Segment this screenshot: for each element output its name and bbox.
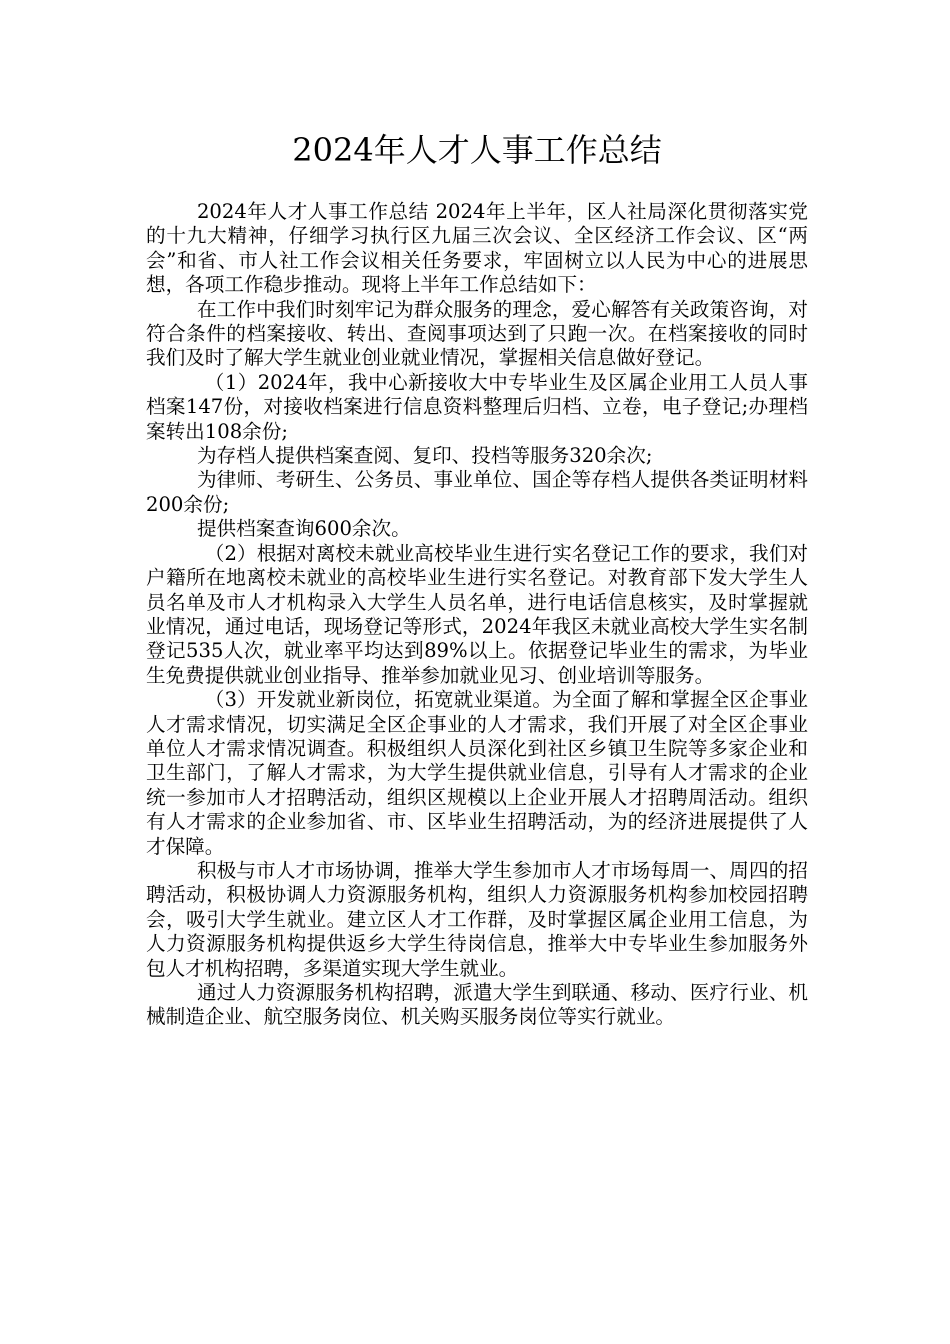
paragraph-dispatch: 通过人力资源服务机构招聘，派遣大学生到联通、移动、医疗行业、机械制造企业、航空服务岗位、机关购买服务岗位等实行就业。	[146, 981, 808, 1029]
paragraph-archive-services: 为存档人提供档案查阅、复印、投档等服务320余次;	[196, 444, 653, 468]
paragraph-service-philosophy: 在工作中我们时刻牢记为群众服务的理念，爱心解答有关政策咨询，对符合条件的档案接收、转出、查阅事项达到了只跑一次。在档案接收的同时我们及时了解大学生就业创业就业情况，掌握相关信息做好登记。	[146, 297, 808, 370]
document-page	[146, 128, 808, 1030]
paragraph-certificates: 为律师、考研生、公务员、事业单位、国企等存档人提供各类证明材料200余份;	[146, 468, 808, 516]
paragraph-graduate-registration: （2）根据对离校未就业高校毕业生进行实名登记工作的要求，我们对户籍所在地离校未就业的高校毕业生进行实名登记。对教育部下发大学生人员名单及市人才机构录入大学生人员名单，进行电话信息核实，及时掌握就业情况，通过电话，现场登记等形式，2024年我区未就业高校大学生实名制登记535人次，就业率平均达到89%以上。依据登记毕业生的需求，为毕业生免费提供就业创业指导、推举参加就业见习、创业培训等服务。	[146, 541, 808, 687]
document-title: 2024年人才人事工作总结	[292, 131, 662, 169]
paragraph-new-positions: （3）开发就业新岗位，拓宽就业渠道。为全面了解和掌握全区企事业人才需求情况，切实满足全区企事业的人才需求，我们开展了对全区企事业单位人才需求情况调查。积极组织人员深化到社区乡镇卫生院等多家企业和卫生部门，了解人才需求，为大学生提供就业信息，引导有人才需求的企业统一参加市人才招聘活动，组织区规模以上企业开展人才招聘周活动。组织有人才需求的企业参加省、市、区毕业生招聘活动，为的经济进展提供了人才保障。	[146, 688, 808, 858]
paragraph-archive-intake: （1）2024年，我中心新接收大中专毕业生及区属企业用工人员人事档案147份，对接收档案进行信息资料整理后归档、立卷，电子登记;办理档案转出108余份;	[146, 370, 808, 443]
paragraph-intro: 2024年人才人事工作总结 2024年上半年，区人社局深化贯彻落实党的十九大精神，仔细学习执行区九届三次会议、全区经济工作会议、区“两会”和省、市人社工作会议相关任务要求，牢固树立以人民为中心的进展思想，各项工作稳步推动。现将上半年工作总结如下：	[146, 200, 808, 297]
paragraph-archive-queries: 提供档案查询600余次。	[196, 517, 411, 541]
paragraph-talent-market: 积极与市人才市场协调，推举大学生参加市人才市场每周一、周四的招聘活动，积极协调人力资源服务机构，组织人力资源服务机构参加校园招聘会，吸引大学生就业。建立区人才工作群，及时掌握区属企业用工信息，为人力资源服务机构提供返乡大学生待岗信息，推举大中专毕业生参加服务外包人才机构招聘，多渠道实现大学生就业。	[146, 858, 808, 980]
